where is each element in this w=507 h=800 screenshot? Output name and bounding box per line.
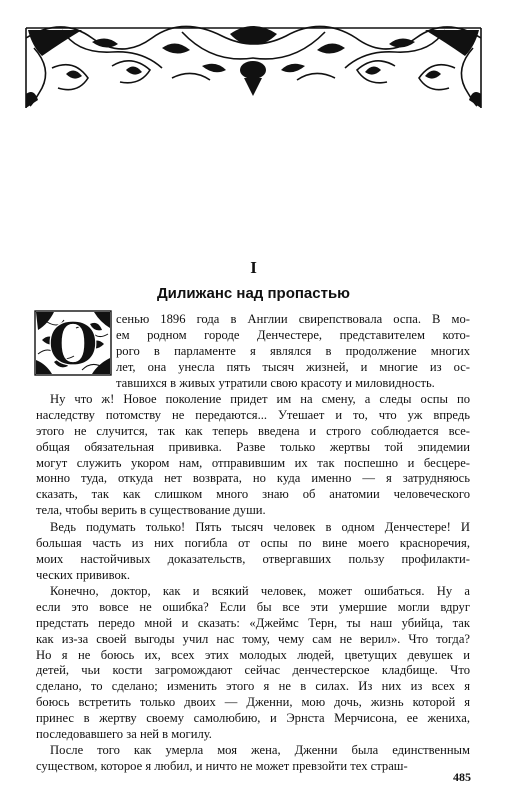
text-line: ем родном городе Денчестере, представителем кото- [116, 327, 470, 342]
paragraph-4 [36, 584, 470, 743]
chapter-title: Дилижанс над пропастью [157, 285, 350, 302]
text-line: сказать, так как слишком много знаю об анатомии человеческого [36, 487, 470, 502]
text-line: последовавшего за ней в могилу. [36, 727, 212, 742]
paragraph-5 [36, 743, 470, 775]
text-line: Ведь подумать только! Пять тысяч человек в одном Денчестере! И [50, 520, 470, 534]
chapter-number: I [250, 258, 257, 277]
text-line: сенью 1896 года в Англии свирепствовала оспа. В мо- [116, 312, 470, 326]
text-line: монно туда, откуда нет возврата, но куда именно — я затрудняюсь [36, 471, 470, 486]
text-line: Конечно, доктор, как и всякий человек, может ошибаться. Ну а [50, 584, 470, 598]
text-line: общая обязательная прививка. Разве только жертвы той эпидемии [36, 439, 470, 454]
paragraph-2 [36, 392, 470, 519]
text-line: могут служить укором нам, отправившим их так поспешно и бесцере- [36, 455, 470, 470]
text-line: После того как умерла моя жена, Дженни была единственным [50, 743, 470, 757]
text-line: Но я не боюсь их, всех этих молодых людей, цветущих девушек и [36, 647, 470, 662]
text-line: принес в жертву своему самолюбию, и Эрнста Мерчисона, ее жениха, [36, 711, 470, 726]
page-number: 485 [453, 770, 471, 784]
text-line: как из-за своей выгоды учил нас тому, чему сам не верил». Что тогда? [36, 631, 470, 646]
floral-headpiece-ornament [22, 8, 485, 110]
text-line: тела, чтобы верить в существование души. [36, 503, 266, 518]
text-line: боюсь встретить только двоих — Дженни, мою дочь, жизнь которой я [36, 695, 470, 710]
text-line: ческих прививок. [36, 567, 131, 582]
text-line: этого не случится, так как теперь введена и строго соблюдается все- [36, 423, 470, 438]
ornamental-drop-cap [34, 310, 112, 376]
text-line: тавшихся в живых утратили свою красоту и миловидность. [116, 375, 435, 390]
paragraph-3 [36, 520, 470, 584]
paragraph-1 [116, 312, 470, 391]
text-line: лет, она унесла пять тысяч жизней, и многие из ос- [116, 359, 470, 374]
drop-cap-letter: О [47, 310, 99, 376]
text-line: предстать передо мной и сказать: «Джеймс Терн, ты наш убийца, так [36, 615, 470, 630]
text-line: Ну что ж! Новое поколение придет им на смену, а следы оспы по [50, 392, 470, 406]
text-line: большая часть из них погибла от оспы по вине моего красноречия, [36, 535, 470, 550]
text-line: детей, чьи кости загромождают сейчас денчестерское кладбище. Что [36, 663, 470, 678]
text-line: рого в парламенте я являлся в продолжение многих [116, 343, 470, 358]
text-line: сделано, то сделано; изменить этого я не в силах. Из них из всех я [36, 679, 470, 694]
text-line: моих настойчивых доказательств, отвергавших пользу профилакти- [36, 551, 470, 566]
text-line: наследству потомству не передаются... Утешает и то, что уж впредь [36, 407, 470, 422]
text-line: существом, которое я любил, и ничто не может превзойти тех страш- [36, 758, 408, 773]
text-line: если это вовсе не ошибка? Если бы все эти умершие могли вдруг [36, 599, 470, 614]
